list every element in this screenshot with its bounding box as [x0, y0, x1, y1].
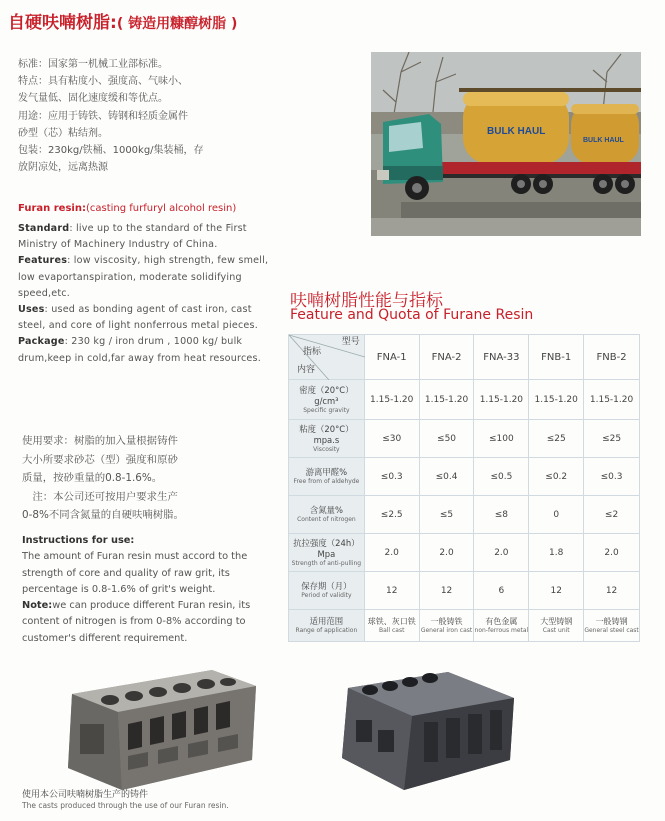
model-header: FNA-2	[419, 335, 474, 380]
range-cn: 一般铸铁	[430, 617, 463, 626]
range-en: General steel cast	[584, 627, 639, 634]
corner-index-label: 指标	[303, 347, 322, 357]
cn-intro-line: 标准：国家第一机械工业部标准。	[18, 59, 168, 70]
table-cell: ≤50	[419, 420, 474, 458]
feature-title-cn: 呋喃树脂性能与指标	[290, 291, 443, 311]
uses-label: Uses	[18, 304, 45, 316]
table-cell: 1.8	[529, 534, 584, 572]
table-cell: ≤0.4	[419, 458, 474, 496]
cn-intro-line: 放阴凉处，远离热源	[18, 162, 108, 174]
usage-cn-line: 0-8%不同含氮量的自硬呋喃树脂。	[22, 509, 184, 521]
table-cell: ≤0.2	[529, 458, 584, 496]
row-label-en: Viscosity	[313, 445, 340, 453]
uses-paragraph	[18, 302, 280, 334]
table-cell: 1.15-1.20	[529, 380, 584, 420]
table-header-row	[289, 335, 640, 380]
title-sub: ( 铸造用糠醇树脂 )	[116, 16, 238, 32]
cn-intro-line: 发气量低、固化速度缓和等优点。	[18, 93, 168, 105]
standard-label: Standard	[18, 223, 70, 234]
row-label-en: Strength of anti-pulling	[291, 559, 362, 567]
tank-logo-text: BULK HAUL	[487, 126, 546, 137]
table-row	[289, 380, 640, 420]
range-cn: 一般铸钢	[595, 617, 628, 626]
table-cell: ≤0.3	[364, 458, 419, 496]
table-corner-cell	[289, 335, 365, 380]
cn-intro-line: 砂型（芯）粘结剂。	[18, 127, 108, 139]
table-cell: 12	[364, 572, 419, 610]
usage-cn-line: 使用要求：树脂的加入量根据铸件	[22, 435, 178, 447]
feature-title-en: Feature and Quota of Furane Resin	[290, 307, 534, 323]
caption-cn: 使用本公司呋喃树脂生产的铸件	[22, 790, 149, 800]
table-row	[289, 420, 640, 458]
row-label	[289, 610, 365, 642]
row-label-cn: 适用范围	[309, 616, 344, 626]
range-cn: 有色金属	[485, 617, 518, 626]
range-en: General iron cast	[420, 627, 473, 634]
table-cell: 1.15-1.20	[584, 380, 640, 420]
table-cell	[529, 610, 584, 642]
table-cell: 0	[529, 496, 584, 534]
row-label	[289, 458, 365, 496]
standard-paragraph	[18, 221, 280, 253]
table-cell: ≤0.5	[474, 458, 529, 496]
usage-cn-line: 注：本公司还可按用户要求生产	[22, 490, 178, 503]
table-cell: 1.15-1.20	[474, 380, 529, 420]
table-cell: ≤100	[474, 420, 529, 458]
engine-block-image-left	[62, 664, 258, 794]
row-label	[289, 534, 365, 572]
model-header: FNB-1	[529, 335, 584, 380]
usage-cn-line: 大小所要求砂芯（型）强度和原砂	[22, 453, 178, 466]
table-cell: ≤0.3	[584, 458, 640, 496]
row-label	[289, 572, 365, 610]
instructions-heading: Instructions for use:	[22, 535, 135, 546]
table-cell	[364, 610, 419, 642]
uses-text: : used as bonding agent of cast iron, cast steel, and core of light nonferrous metal pieces.	[18, 304, 258, 332]
tank-logo-text: BULK HAUL	[583, 137, 624, 144]
row-label-cn: 含氮量%	[309, 505, 343, 515]
model-header: FNB-2	[584, 335, 640, 380]
row-label-cn: 保存期（月）	[301, 581, 352, 591]
table-row	[289, 458, 640, 496]
standard-text: : live up to the standard of the First Ministry of Machinery Industry of China.	[18, 223, 247, 251]
table-row-range	[289, 610, 640, 642]
table-row	[289, 496, 640, 534]
cn-intro-line: 用途：应用于铸铁、铸钢和轻质金属件	[18, 110, 188, 122]
spec-table	[288, 334, 640, 642]
row-label-en: Specific gravity	[303, 406, 350, 414]
cn-intro-line: 包装：230kg/铁桶、1000kg/集装桶，存	[18, 145, 204, 157]
row-label-cn: 游离甲醛%	[305, 467, 348, 477]
instructions-text: The amount of Furan resin must accord to the strength of core and quality of raw grit, its percentage is 0.8-1.6% of grit's weight.	[22, 551, 248, 595]
table-cell	[419, 610, 474, 642]
range-en: Ball cast	[378, 627, 405, 634]
package-text: : 230 kg / iron drum , 1000 kg/ bulk drum,keep in cold,far away from heat resources.	[18, 336, 261, 364]
table-cell	[584, 610, 640, 642]
en-heading	[18, 203, 236, 214]
table-cell: 12	[419, 572, 474, 610]
corner-model-label: 型号	[341, 337, 360, 347]
page-title	[8, 8, 237, 33]
en-heading-sub: (casting furfuryl alcohol resin)	[85, 203, 237, 214]
model-header: FNA-33	[474, 335, 529, 380]
table-cell: 12	[584, 572, 640, 610]
table-cell: 2.0	[474, 534, 529, 572]
title-main: 自硬呋喃树脂:	[8, 13, 117, 33]
package-paragraph	[18, 334, 280, 366]
en-intro	[18, 221, 280, 367]
table-cell: ≤2.5	[364, 496, 419, 534]
table-cell: ≤2	[584, 496, 640, 534]
row-label-en: Range of application	[295, 627, 358, 634]
usage-cn-line: 质量，按砂重量的0.8-1.6%。	[22, 472, 163, 484]
row-label-en: Content of nitrogen	[297, 516, 356, 523]
table-cell: 1.15-1.20	[419, 380, 474, 420]
table-cell: ≤5	[419, 496, 474, 534]
tanker-truck-image	[371, 52, 641, 236]
table-cell: ≤25	[529, 420, 584, 458]
en-heading-main: Furan resin:	[18, 203, 86, 214]
range-en: non-ferrous metal	[474, 627, 529, 634]
note-label: Note:	[22, 600, 53, 612]
package-label: Package	[18, 336, 65, 348]
corner-content-label: 内容	[297, 365, 316, 375]
table-row	[289, 572, 640, 610]
range-cn: 球铁、灰口铁	[367, 617, 416, 626]
cn-intro	[18, 56, 248, 176]
instructions	[22, 533, 284, 647]
features-text: : low viscosity, high strength, few smell, low evaportanspiration, moderate solidifying speed,etc.	[18, 255, 269, 299]
table-cell: 1.15-1.20	[364, 380, 419, 420]
table-cell: 12	[529, 572, 584, 610]
row-label-en: Period of validity	[301, 592, 352, 599]
table-cell: ≤8	[474, 496, 529, 534]
table-cell	[474, 610, 529, 642]
row-label	[289, 380, 365, 420]
table-cell: ≤30	[364, 420, 419, 458]
table-cell: 2.0	[419, 534, 474, 572]
features-paragraph	[18, 253, 280, 302]
row-label-cn: 密度（20°C）g/cm³	[299, 384, 354, 406]
cn-intro-line: 特点：具有粘度小、强度高、气味小、	[18, 76, 188, 88]
model-header: FNA-1	[364, 335, 419, 380]
row-label	[289, 496, 365, 534]
table-cell: ≤25	[584, 420, 640, 458]
range-en: Cast unit	[542, 627, 570, 634]
row-label-cn: 粘度（20°C）mpa.s	[299, 423, 354, 445]
table-row	[289, 534, 640, 572]
usage-cn	[22, 432, 262, 525]
range-cn: 大型铸钢	[540, 617, 573, 626]
caption-en: The casts produced through the use of our Furan resin.	[22, 801, 229, 810]
table-cell: 6	[474, 572, 529, 610]
features-label: Features	[18, 255, 68, 267]
engine-block-image-right	[328, 668, 520, 794]
row-label-en: Free from of aldehyde	[293, 478, 360, 485]
table-cell: 2.0	[364, 534, 419, 572]
row-label	[289, 420, 365, 458]
row-label-cn: 抗拉强度（24h）Mpa	[293, 537, 360, 559]
note-text: we can produce different Furan resin, its content of nitrogen is from 0-8% according to customer's different requirement.	[22, 600, 251, 644]
table-cell: 2.0	[584, 534, 640, 572]
